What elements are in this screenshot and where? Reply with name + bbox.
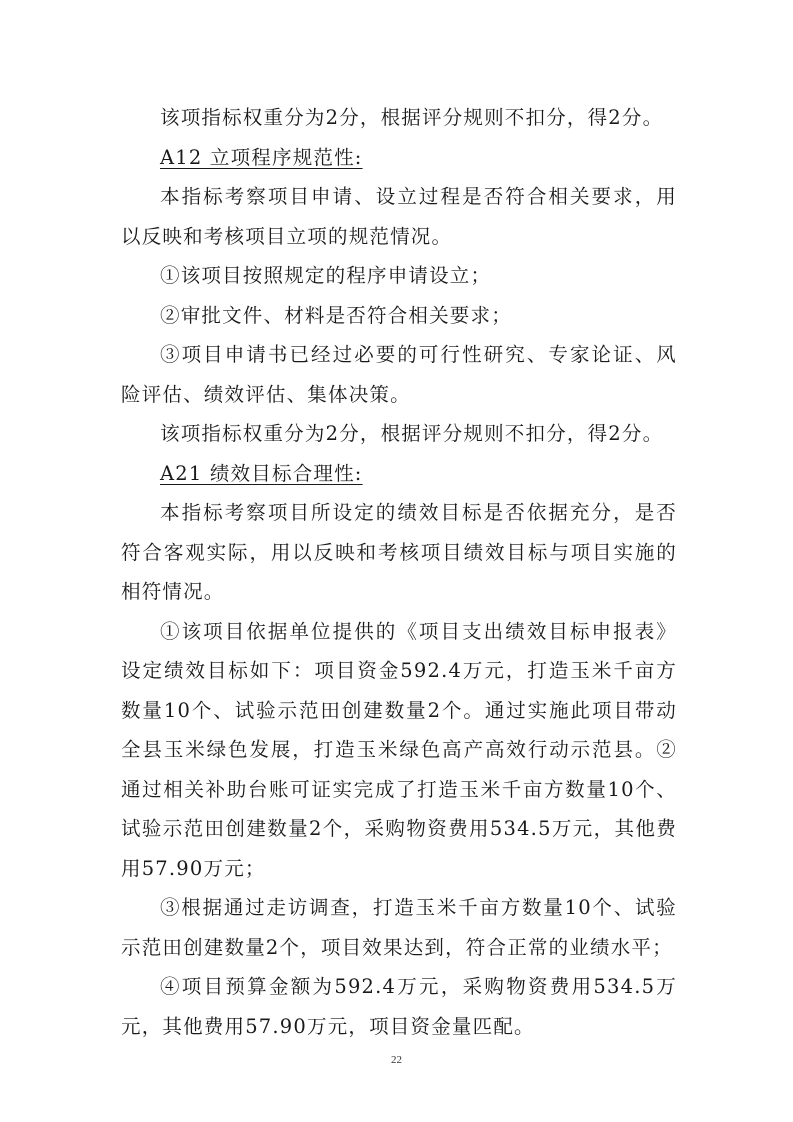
list-item: ④项目预算金额为592.4万元，采购物资费用534.5万元，其他费用57.90万元，项目资金量匹配。 bbox=[121, 975, 677, 1038]
section-heading-text: A12 立项程序规范性: bbox=[160, 145, 363, 169]
section-heading-text: A21 绩效目标合理性: bbox=[160, 461, 363, 485]
score-paragraph: 该项指标权重分为2分，根据评分规则不扣分，得2分。 bbox=[160, 106, 664, 129]
list-item: ①该项目按照规定的程序申请设立； bbox=[160, 264, 492, 287]
score-paragraph: 该项指标权重分为2分，根据评分规则不扣分，得2分。 bbox=[160, 422, 664, 445]
body-paragraph: 本指标考察项目所设定的绩效目标是否依据充分，是否符合客观实际，用以反映和考核项目绩效目标与项目实施的相符情况。 bbox=[121, 501, 677, 603]
page-number: 22 bbox=[391, 1054, 402, 1066]
list-item: ②审批文件、材料是否符合相关要求； bbox=[160, 303, 512, 327]
list-item: ③根据通过走访调查，打造玉米千亩方数量10个、试验示范田创建数量2个，项目效果达到，符合正常的业绩水平； bbox=[121, 896, 677, 959]
body-paragraph: 本指标考察项目申请、设立过程是否符合相关要求，用以反映和考核项目立项的规范情况。 bbox=[121, 185, 677, 248]
section-heading bbox=[121, 454, 677, 494]
list-item: ③项目申请书已经过必要的可行性研究、专家论证、风险评估、绩效评估、集体决策。 bbox=[121, 343, 677, 406]
section-heading bbox=[121, 138, 677, 178]
body-paragraph: ①该项目依据单位提供的《项目支出绩效目标申报表》设定绩效目标如下：项目资金592.4万元，打造玉米千亩方数量10个、试验示范田创建数量2个。通过实施此项目带动全县玉米绿色发展，打造玉米绿色高产高效行动示范县。②通过相关补助台账可证实完成了打造玉米千亩方数量10个、试验示范田创建数量2个，采购物资费用534.5万元，其他费用57.90万元； bbox=[121, 619, 677, 880]
document-body bbox=[121, 98, 677, 1046]
